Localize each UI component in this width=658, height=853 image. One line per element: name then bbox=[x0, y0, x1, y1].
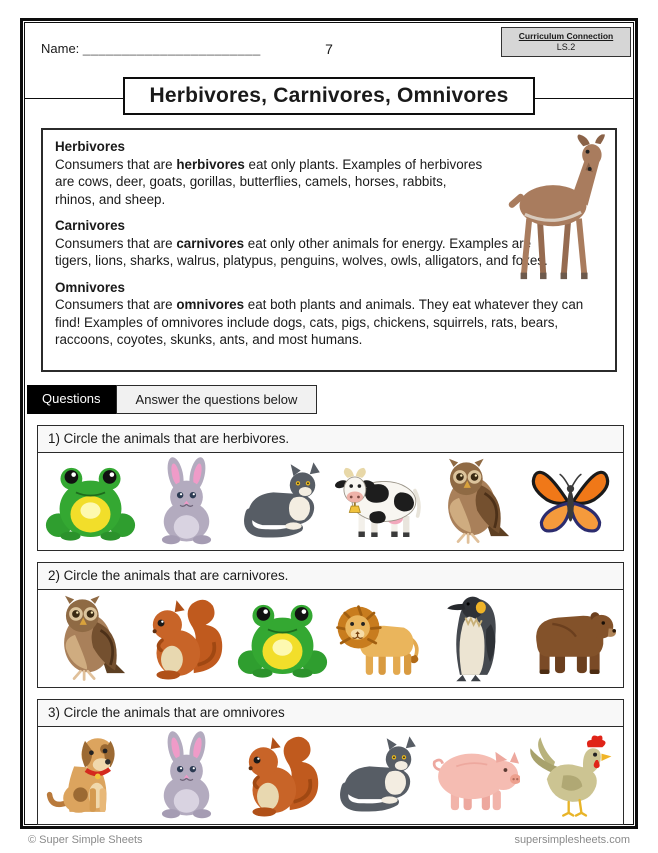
animal-butterfly[interactable] bbox=[525, 456, 616, 547]
question-block-1 bbox=[37, 425, 624, 551]
page-title: Herbivores, Carnivores, Omnivores bbox=[123, 77, 534, 115]
questions-banner bbox=[27, 385, 633, 414]
section-text: Consumers that are herbivores eat only plants. Examples of herbivores are cows, deer, goats, gorillas, butterflies, camels, horses, rabbits, rhinos, and sheep. bbox=[55, 156, 483, 207]
animal-owl[interactable] bbox=[45, 593, 136, 684]
question-animals-row bbox=[38, 590, 623, 687]
question-animals-row bbox=[38, 727, 623, 824]
animal-cat[interactable] bbox=[237, 456, 328, 547]
header-row bbox=[25, 31, 633, 69]
deer-illustration bbox=[499, 134, 607, 286]
footer-website: supersimplesheets.com bbox=[514, 834, 630, 846]
question-block-2 bbox=[37, 562, 624, 688]
animal-frog[interactable] bbox=[237, 593, 328, 684]
question-label: 1) Circle the animals that are herbivores. bbox=[38, 426, 623, 453]
page-number: 7 bbox=[325, 41, 333, 57]
section-heading: Carnivores bbox=[55, 218, 125, 234]
question-label: 3) Circle the animals that are omnivores bbox=[38, 700, 623, 727]
section-text: Consumers that are omnivores eat both plants and animals. They eat whatever they can find! Examples of omnivores include dogs, cats, pigs, chickens, squirrels, rats, bears, raccoons, coyotes, skunks, ants, and most humans. bbox=[55, 297, 584, 348]
animal-rabbit[interactable] bbox=[141, 730, 232, 821]
animal-frog[interactable] bbox=[45, 456, 136, 547]
question-label: 2) Circle the animals that are carnivores. bbox=[38, 563, 623, 590]
section-text: Consumers that are carnivores eat only other animals for energy. Examples are tigers, lions, sharks, walrus, platypus, penguins, wolves, owls, alligators, and foxes. bbox=[55, 235, 548, 269]
curriculum-code: LS.2 bbox=[556, 42, 576, 52]
curriculum-title: Curriculum Connection bbox=[518, 31, 614, 41]
animal-penguin[interactable] bbox=[429, 593, 520, 684]
animal-lion[interactable] bbox=[333, 593, 424, 684]
page-footer bbox=[28, 834, 630, 846]
questions-instruction: Answer the questions below bbox=[116, 385, 318, 414]
question-animals-row bbox=[38, 453, 623, 550]
info-box bbox=[41, 128, 617, 372]
animal-bear[interactable] bbox=[525, 593, 616, 684]
name-label: Name: bbox=[41, 41, 80, 56]
animal-owl[interactable] bbox=[429, 456, 520, 547]
animal-chicken[interactable] bbox=[525, 730, 616, 821]
animal-pig[interactable] bbox=[429, 730, 520, 821]
questions-tab: Questions bbox=[27, 385, 116, 414]
name-blank-line[interactable]: _______________________ bbox=[82, 41, 261, 56]
curriculum-connection-box bbox=[501, 27, 631, 57]
section-heading: Herbivores bbox=[55, 139, 125, 154]
worksheet-page-border bbox=[20, 18, 638, 829]
animal-squirrel[interactable] bbox=[141, 593, 232, 684]
animal-cat[interactable] bbox=[333, 730, 424, 821]
animal-squirrel[interactable] bbox=[237, 730, 328, 821]
question-block-3 bbox=[37, 699, 624, 825]
info-section-omnivores bbox=[55, 279, 603, 349]
title-band bbox=[25, 77, 633, 119]
animal-rabbit[interactable] bbox=[141, 456, 232, 547]
animal-cow[interactable] bbox=[333, 456, 424, 547]
section-heading: Omnivores bbox=[55, 279, 125, 295]
animal-dog[interactable] bbox=[45, 730, 136, 821]
footer-copyright: © Super Simple Sheets bbox=[28, 834, 143, 846]
worksheet-page bbox=[24, 22, 634, 825]
